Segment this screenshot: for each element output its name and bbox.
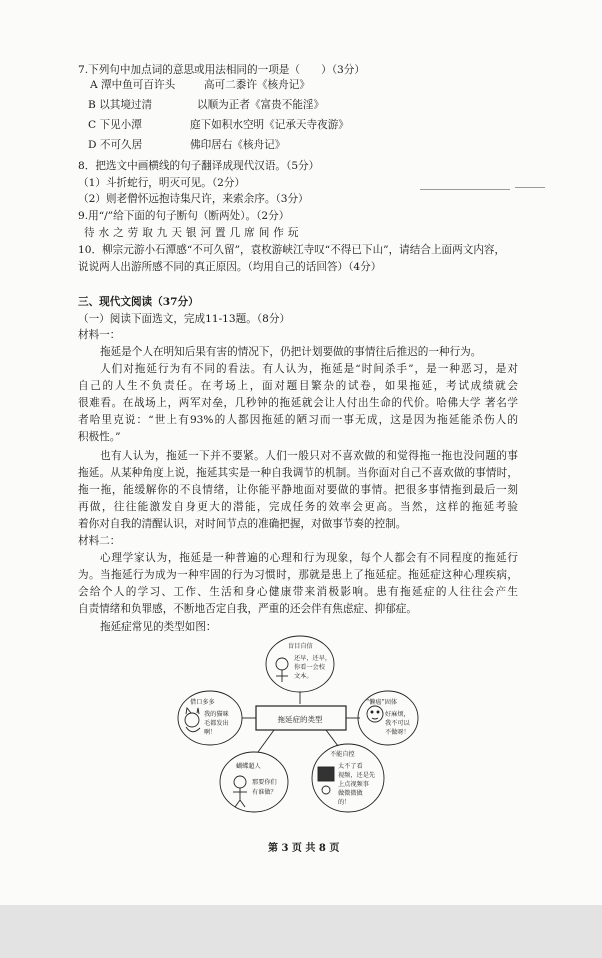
diagram-intro: 拖延症常见的类型如图： (100, 621, 217, 633)
material-1-p2-line: 很难看。在战场上，两军对垒，几秒钟的拖延就会让人付出生命的代价。哈佛大学 著名学 (78, 397, 518, 409)
q10-line-1: 10．柳宗元游小石潭感“不可久留”，袁枚游峡江寺叹“不得已下山”，请结合上面两文内容， (78, 244, 506, 256)
q7-stem: 7.下列句中加点词的意思或用法相同的一项是（ ）（3分） (78, 64, 365, 76)
top-line: 文本。 (294, 673, 313, 680)
material-2-line: 自责情绪和负罪感，不断地否定自我，严重的还会伴有焦虑症、抑郁症。 (78, 603, 417, 615)
material-1-paragraph-1: 拖延是个人在明知后果有害的情况下，仍把计划要做的事情往后推迟的一种行为。 (100, 346, 482, 358)
q7-option-a-left: A 潭中鱼可百许头 (90, 79, 176, 91)
left-title: 借口多多 (190, 699, 215, 706)
page-number: 第 3 页 共 8 页 (268, 843, 340, 854)
q9-stem: 9.用“/”给下面的句子断句（断两处）。（2分） (78, 210, 290, 222)
q7-option-c-right: 庭下如积水空明《记承天寺夜游》 (190, 119, 349, 131)
right-line: 好麻烦， (385, 711, 410, 718)
bottom-right-line: 的！ (338, 799, 351, 806)
bottom-left-line: 有谁做？ (252, 789, 277, 796)
bottom-right-line: 太不了看 (338, 763, 363, 770)
q9-sentence: 待 水 之 劳 取 九 天 银 河 置 几 席 间 作 玩 (84, 227, 299, 239)
section-title: 三、现代文阅读（37分） (78, 296, 199, 308)
right-line: 我不可以 (385, 720, 410, 727)
section-subtitle: （一）阅读下面选文，完成11-13题。（8分） (78, 313, 291, 325)
left-line: 我的猫咪 (204, 711, 229, 718)
left-line: 啊！ (204, 729, 217, 736)
top-title: 盲目自信 (288, 643, 313, 650)
q10-line-2: 说说两人出游所感不同的真正原因。（均用自己的话回答）（4分） (78, 261, 382, 273)
q7-option-c-left: C 下见小潭 (88, 119, 142, 131)
q8-sentence-2: （2）则老僧怀远抱诗集尺许，来索余序。（3分） (78, 193, 309, 205)
left-line: 毛都发出 (204, 720, 229, 727)
material-1-p2-line: 人们对拖延行为有不同的看法。有人认为，拖延是“时间杀手”，是一种恶习，是对 (100, 363, 518, 375)
material-2-label: 材料二： (78, 535, 121, 547)
q8-sentence-1: （1）斗折蛇行，明灭可见。（2分） (78, 177, 246, 189)
material-1-p2-line: 积极性。” (78, 431, 121, 443)
bottom-right-line: 视频，还是先 (338, 772, 376, 779)
bottom-right-line: 上点视频事 (338, 781, 369, 788)
q7-option-d-left: D 不可久居 (88, 139, 143, 151)
thinking-figure-icon (276, 658, 288, 682)
bottom-left-title: 蝴蝶超人 (236, 763, 261, 770)
superhero-figure-icon (233, 776, 247, 807)
top-line: 还早，还早， (294, 655, 332, 662)
material-2-line: 会给个人的学习、工作、生活和身心健康带来消极影响。患有拖延症的人往往会产生 (78, 586, 518, 598)
bottom-left-line: 那要你们 (252, 779, 277, 786)
bottom-right-line: 做微微做 (338, 790, 363, 797)
q7-option-a-right: 高可二黍许《核舟记》 (204, 79, 310, 91)
lazy-face-icon (367, 706, 383, 722)
q7-option-b-right: 以顺为正者《富贵不能淫》 (197, 99, 325, 111)
bottom-right-title: 不能自控 (330, 751, 355, 758)
top-line: 你看一会校 (294, 664, 325, 671)
material-1-p3-line: 着你对自我的清醒认识，对时间节点的准确把握，对做事节奏的控制。 (78, 518, 407, 530)
connector-line (326, 730, 338, 746)
q7-option-b-left: B 以其境过清 (88, 99, 153, 111)
material-1-p3-line: 也有人认为，拖延一下并不要紧。人们一般只对不喜欢做的和觉得拖一拖也没问题的事 (100, 450, 518, 462)
cat-icon (185, 708, 200, 732)
viewer-footer-bar (0, 905, 602, 958)
center-label: 拖延症的类型 (277, 715, 323, 724)
material-1-label: 材料一： (78, 329, 121, 341)
material-1-p2-line: 者哈里克说：“世上有93%的人都因拖延的陋习而一事无成，这是因为拖延能杀伤人的 (78, 414, 518, 426)
q7-option-d-right: 佛印居右《核舟记》 (190, 139, 286, 151)
connector-line (258, 730, 274, 752)
material-1-p3-line: 拖延。从某种角度上说，拖延其实是一种自我调节的机制。当你面对自己不喜欢做的事情时， (78, 467, 518, 479)
right-line: 不做呀！ (385, 729, 410, 736)
right-title: “懒癌”固体 (366, 699, 398, 706)
material-2-line: 为。当拖延行为成为一种牢固的行为习惯时，那就是患上了拖延症。拖延症这种心理疾病， (78, 569, 518, 581)
q8-stem: 8．把选文中画横线的句子翻译成现代汉语。（5分） (78, 160, 320, 172)
material-2-line: 心理学家认为，拖延是一种普遍的心理和行为现象，每个人都会有不同程度的拖延行 (100, 552, 518, 564)
material-1-p3-line: 拖一拖，能缓解你的不良情绪，让你能平静地面对要做的事情。把很多事情拖到最后一刻 (78, 484, 518, 496)
scan-mark (420, 189, 510, 190)
material-1-p2-line: 自己的人生不负责任。在考场上，面对题目繁杂的试卷，如果拖延，考试成绩就会 (78, 380, 518, 392)
procrastination-types-diagram (170, 632, 420, 832)
screen-figure-icon (318, 767, 334, 794)
scan-mark (515, 187, 545, 188)
material-1-p3-line: 再做，往往能激发自身更大的潜能，完成任务的效率会更高。当然，这样的拖延考验 (78, 501, 518, 513)
